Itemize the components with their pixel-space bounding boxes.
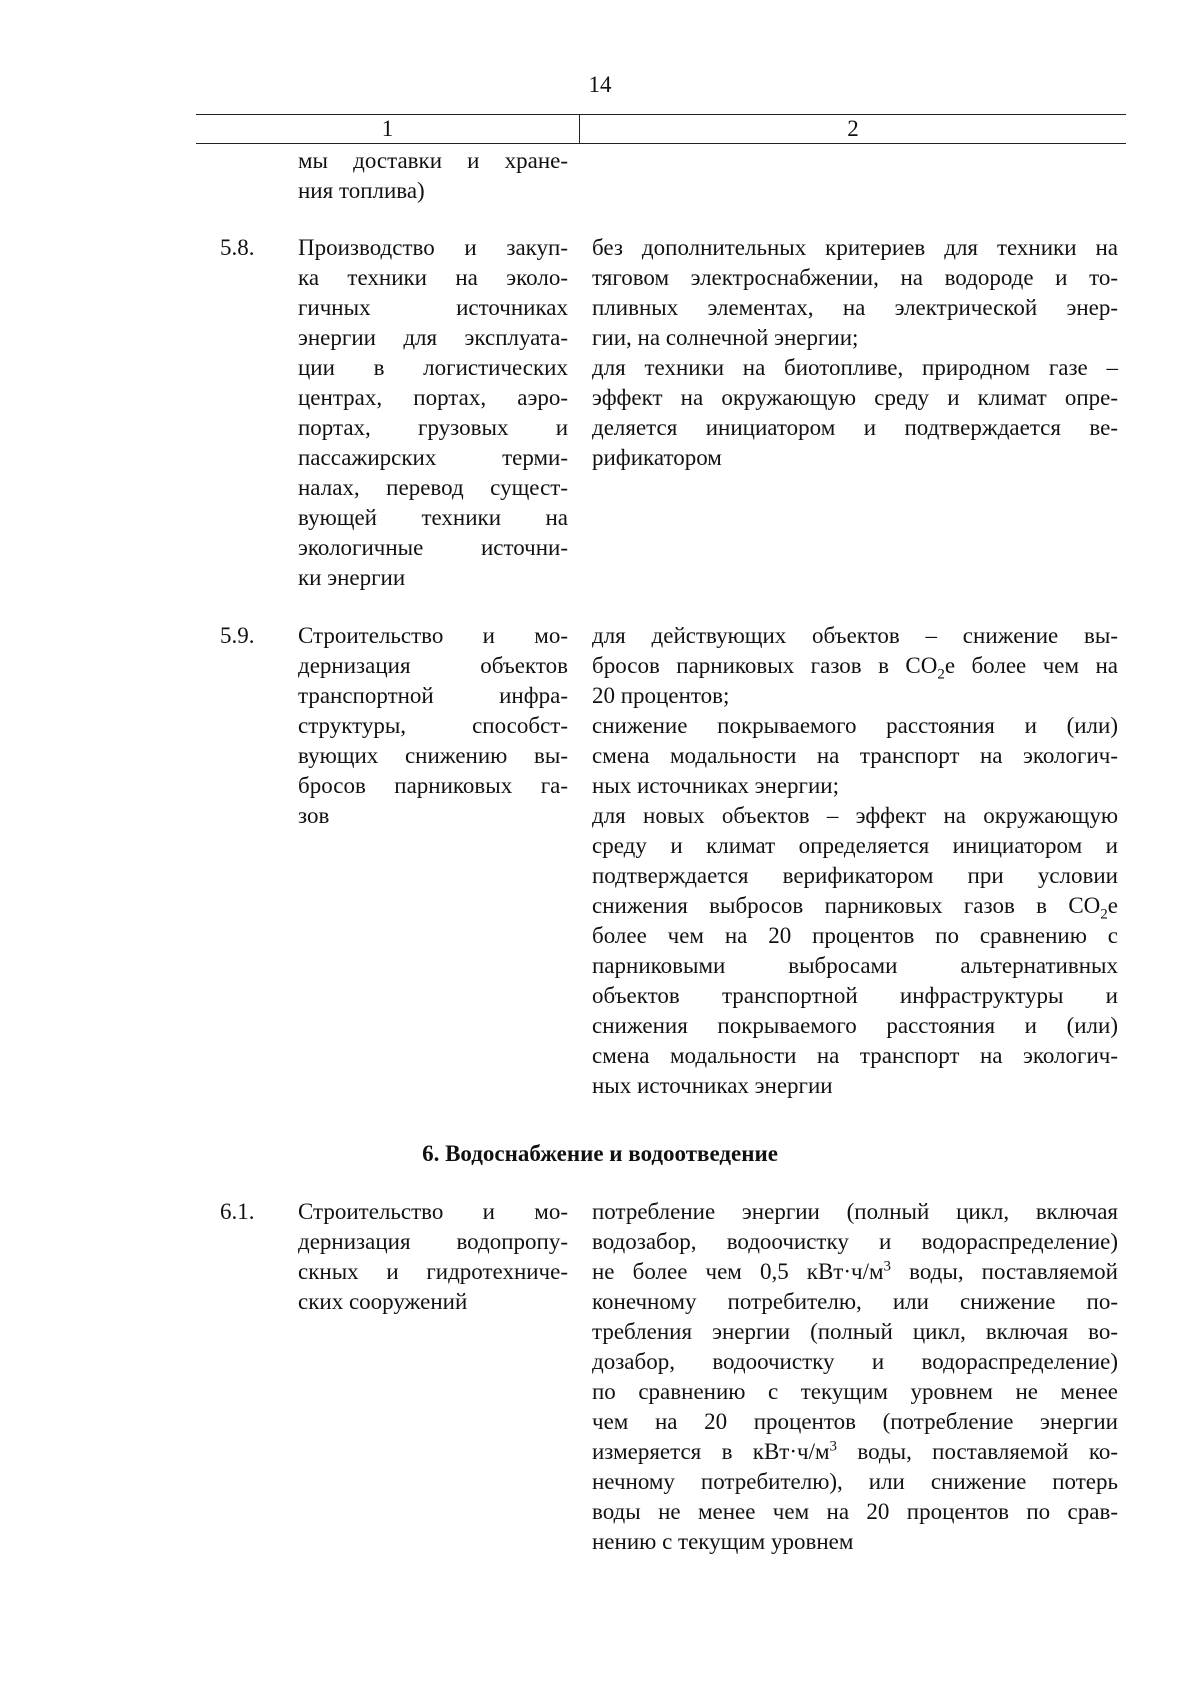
text-line: чем на 20 процентов (потребление энергии [592, 1409, 1118, 1434]
text-line: ции в логистических [298, 355, 568, 380]
row-number: 6.1. [220, 1199, 255, 1224]
row-5-9-name [298, 621, 568, 831]
text-line: для новых объектов – эффект на окружающую [592, 803, 1118, 828]
section-title: 6. Водоснабжение и водоотведение [422, 1141, 778, 1166]
text-line: ка техники на эколо- [298, 265, 568, 290]
text-line [592, 1257, 1118, 1287]
superscript: 3 [829, 1438, 838, 1455]
text-line: налах, перевод сущест- [298, 475, 568, 500]
text-line: воды не менее чем на 20 процентов по срав- [592, 1499, 1118, 1524]
text-line: водозабор, водоочистку и водораспределение) [592, 1229, 1118, 1254]
text-line: мы доставки и хране- [298, 148, 568, 173]
text-line: зов [298, 803, 330, 828]
text-line: дернизация водопропу- [298, 1229, 568, 1254]
superscript: 3 [883, 1258, 892, 1275]
row-5-9-criteria [592, 621, 1118, 1101]
text-line: среду и климат определяется инициатором и [592, 833, 1118, 858]
text-fragment: воды, поставляемой ко- [837, 1439, 1118, 1464]
text-line [592, 891, 1118, 921]
text-line: объектов транспортной инфраструктуры и [592, 983, 1118, 1008]
text-fragment: не более чем 0,5 кВт·ч/м [592, 1259, 884, 1284]
text-line: гичных источниках [298, 295, 568, 320]
text-fragment: е более чем на [944, 653, 1118, 678]
text-line: смена модальности на транспорт на экологич- [592, 1043, 1118, 1068]
text-line: экологичные источни- [298, 535, 568, 560]
text-line: гии, на солнечной энергии; [592, 325, 859, 350]
text-line: ских сооружений [298, 1289, 468, 1314]
text-line: дозабор, водоочистку и водораспределение) [592, 1349, 1118, 1374]
row-number: 5.8. [220, 235, 255, 260]
row-5-8-criteria [592, 233, 1118, 473]
text-line: Строительство и мо- [298, 623, 568, 648]
text-line: для действующих объектов – снижение вы- [592, 623, 1118, 648]
table-header-col2: 2 [847, 116, 859, 141]
subscript: 2 [937, 666, 945, 683]
text-line: дернизация объектов [298, 653, 568, 678]
text-line: парниковыми выбросами альтернативных [592, 953, 1118, 978]
row-5-8-name [298, 233, 568, 593]
text-line: портах, грузовых и [298, 415, 568, 440]
text-line: вующих снижению вы- [298, 743, 568, 768]
text-line: смена модальности на транспорт на экологич- [592, 743, 1118, 768]
text-line: бросов парниковых га- [298, 773, 568, 798]
text-line: по сравнению с текущим уровнем не менее [592, 1379, 1118, 1404]
text-line: пассажирских терми- [298, 445, 568, 470]
text-line: эффект на окружающую среду и климат опре- [592, 385, 1118, 410]
text-line [592, 1437, 1118, 1467]
text-line: конечному потребителю, или снижение по- [592, 1289, 1118, 1314]
text-fragment: бросов парниковых газов в CO [592, 653, 938, 678]
text-line: вующей техники на [298, 505, 568, 530]
text-line: снижение покрываемого расстояния и (или) [592, 713, 1118, 738]
text-line: снижения покрываемого расстояния и (или) [592, 1013, 1118, 1038]
text-fragment: измеряется в кВт·ч/м [592, 1439, 830, 1464]
text-line: деляется инициатором и подтверждается ве- [592, 415, 1118, 440]
text-fragment: е [1107, 893, 1118, 918]
text-line: нечному потребителю), или снижение потерь [592, 1469, 1118, 1494]
text-line: энергии для эксплуата- [298, 325, 568, 350]
text-line: скных и гидротехниче- [298, 1259, 568, 1284]
text-line: пливных элементах, на электрической энер- [592, 295, 1118, 320]
text-line: тяговом электроснабжении, на водороде и то- [592, 265, 1118, 290]
text-line: рификатором [592, 445, 722, 470]
text-line: без дополнительных критериев для техники на [592, 235, 1118, 260]
text-line: ки энергии [298, 565, 406, 590]
text-line: требления энергии (полный цикл, включая во- [592, 1319, 1118, 1344]
text-line: ния топлива) [298, 178, 425, 203]
text-line: потребление энергии (полный цикл, включая [592, 1199, 1118, 1224]
text-fragment: снижения выбросов парниковых газов в CO [592, 893, 1101, 918]
text-line: нению с текущим уровнем [592, 1529, 854, 1554]
table-header-col1: 1 [196, 115, 580, 143]
subscript: 2 [1100, 906, 1108, 923]
text-line: подтверждается верификатором при условии [592, 863, 1118, 888]
row-6-1-name [298, 1197, 568, 1317]
page-number: 14 [588, 72, 612, 97]
row-6-1-criteria [592, 1197, 1118, 1557]
text-line: более чем на 20 процентов по сравнению с [592, 923, 1118, 948]
continuation-text [298, 146, 568, 206]
text-line: ных источниках энергии; [592, 773, 839, 798]
text-line: 20 процентов; [592, 683, 730, 708]
text-line: центрах, портах, аэро- [298, 385, 568, 410]
text-line: Строительство и мо- [298, 1199, 568, 1224]
text-line: ных источниках энергии [592, 1073, 833, 1098]
text-line: структуры, способст- [298, 713, 568, 738]
text-line: для техники на биотопливе, природном газе – [592, 355, 1118, 380]
text-line: транспортной инфра- [298, 683, 568, 708]
text-fragment: воды, поставляемой [891, 1259, 1118, 1284]
text-line: Производство и закуп- [298, 235, 568, 260]
table-header [196, 114, 1126, 144]
row-number: 5.9. [220, 623, 255, 648]
text-line [592, 651, 1118, 681]
